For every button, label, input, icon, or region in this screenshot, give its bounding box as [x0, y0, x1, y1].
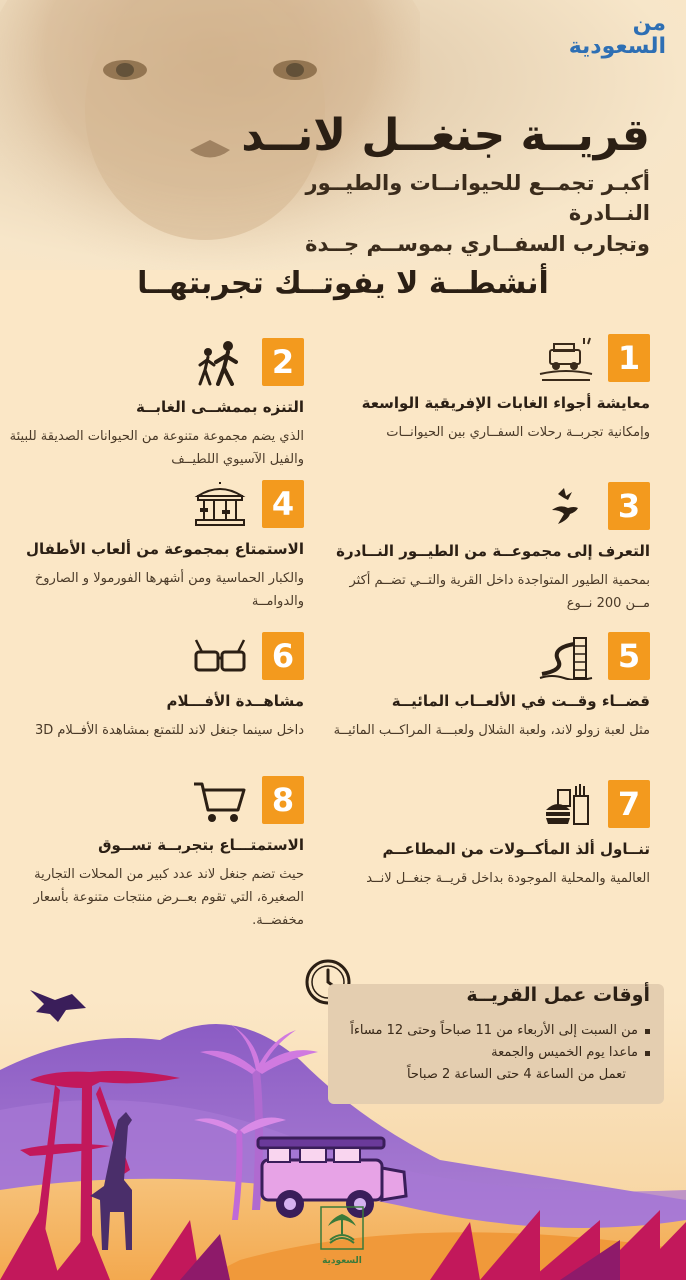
activity-title: قضــاء وقــت في الألعــاب المائيــة [391, 692, 650, 710]
subtitle-line-2: وتجارب السفــاري بموســم جــدة [305, 231, 650, 256]
hero-section [0, 0, 686, 270]
shopping-cart-icon [192, 778, 248, 824]
water-slide-icon [538, 634, 594, 680]
activity-title: التنزه بممشــى الغابــة [136, 398, 304, 416]
hours-text: تعمل من الساعة 4 حتى الساعة 2 صباحاً [406, 1067, 626, 1083]
page-title: قريــة جنغــل لانــد [241, 110, 650, 161]
activity-number-badge: 2 [262, 338, 304, 386]
hours-text: من السبت إلى الأربعاء من 11 صباحاً وحتى 12 مساءاً [350, 1023, 638, 1038]
hours-item [340, 1020, 650, 1042]
activity-number-badge: 1 [608, 334, 650, 382]
activity-title: الاستمتـــاع بتجربــة تســوق [98, 836, 304, 854]
activity-description: الذي يضم مجموعة متنوعة من الحيوانات الصديقة للبيئة والفيل الآسيوي اللطيــف [9, 429, 304, 467]
activities-heading: أنشطــة لا يفوتــك تجربتهــا [137, 266, 549, 301]
activity-title: التعرف إلى مجموعــة من الطيــور النــادرة [336, 542, 650, 560]
activity-description: داخل سينما جنغل لاند للتمتع بمشاهدة الأفــلام 3D [34, 723, 304, 738]
hours-item [340, 1064, 650, 1086]
activity-description: حيث تضم جنغل لاند عدد كبير من المحلات التجارية الصغيرة، التي تقوم بعــرض منتجات متنوعة بأسعار مخفضــة. [33, 867, 304, 928]
activity-number-badge: 5 [608, 632, 650, 680]
working-hours-list [340, 1020, 650, 1086]
bullet-icon [645, 1051, 650, 1056]
footer-logo [320, 1206, 364, 1266]
activity-title: معايشة أجواء الغابات الإفريقية الواسعة [361, 394, 650, 412]
activity-number-badge: 8 [262, 776, 304, 824]
bullet-icon [645, 1029, 650, 1034]
birds-icon [538, 484, 594, 530]
safari-car-icon [538, 336, 594, 382]
page-subtitle [250, 168, 650, 259]
carousel-icon [192, 482, 248, 528]
brand-logo-line1: من [632, 11, 666, 36]
brand-logo-line2: السعودية [568, 34, 666, 60]
subtitle-line-1: أكبـر تجمــع للحيوانــات والطيــور النــادرة [305, 171, 650, 226]
fast-food-icon [538, 782, 594, 828]
activity-number-badge: 4 [262, 480, 304, 528]
activity-description: والكبار الحماسية ومن أشهرها الفورمولا و الصاروخ والدوامــة [34, 571, 304, 609]
activity-title: مشاهــدة الأفـــلام [166, 692, 304, 710]
brand-logo [556, 12, 666, 58]
3d-glasses-icon [192, 634, 248, 680]
activity-description: العالمية والمحلية الموجودة بداخل قريــة جنغــل لانــد [366, 871, 650, 886]
activity-number-badge: 3 [608, 482, 650, 530]
palm-swords-emblem-icon [320, 1206, 364, 1250]
activity-description: بمحمية الطيور المتواجدة داخل القرية والتــي تضــم أكثر مــن 200 نــوع [349, 573, 650, 611]
hours-item [340, 1042, 650, 1064]
activity-number-badge: 6 [262, 632, 304, 680]
activity-description: وإمكانية تجربــة رحلات السفــاري بين الحيوانــات [386, 425, 650, 440]
walking-people-icon [192, 340, 248, 386]
working-hours-title: أوقات عمل القريــة [466, 984, 650, 1006]
hours-text: ماعدا يوم الخميس والجمعة [491, 1045, 638, 1061]
activity-description: مثل لعبة زولو لاند، ولعبة الشلال ولعبـــة المراكــب المائيــة [333, 723, 650, 738]
activity-title: تنــاول ألذ المأكــولات من المطاعــم [382, 840, 650, 858]
activity-title: الاستمتاع بمجموعة من ألعاب الأطفال [25, 540, 304, 558]
footer-logo-text: السعودية [322, 1256, 362, 1266]
working-hours-card [328, 984, 664, 1104]
activity-number-badge: 7 [608, 780, 650, 828]
